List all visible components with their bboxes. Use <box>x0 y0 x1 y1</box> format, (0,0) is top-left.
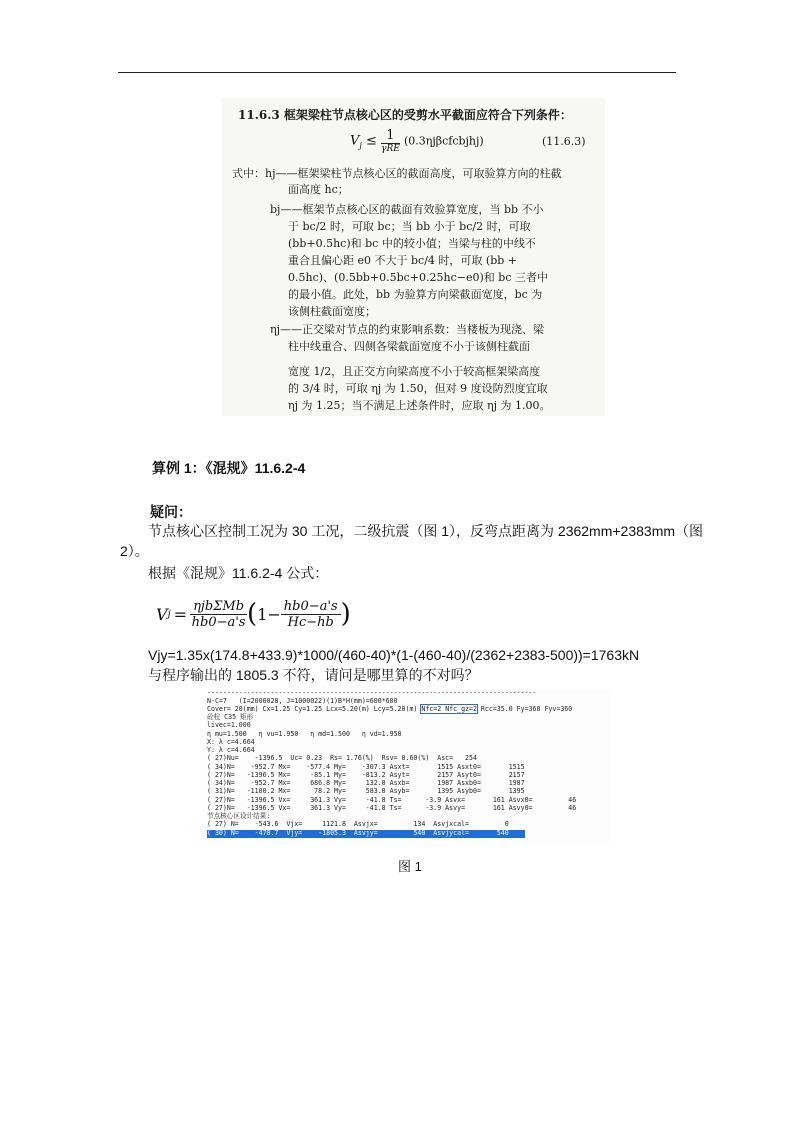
clause-line: 式中：hj——框架梁柱节点核心区的截面高度，可取验算方向的柱截 <box>232 167 562 180</box>
output-line: X: λ c=4.664 <box>207 738 255 746</box>
clause-line: bj——框架节点核心区的截面有效验算宽度，当 bb 不小 <box>270 203 544 216</box>
output-line: ( 27)Nu= -1396.5 Uc= 0.23 Rs= 1.76(%) Rsv= 0.60(%) Asc= 254 <box>207 754 477 762</box>
output-line: η mu=1.500 η vu=1.950 η md=1.500 η vd=1.950 <box>207 730 402 738</box>
output-line: livec=1.000 <box>207 721 251 729</box>
clause-equation: $V_j$ ≤ $\frac{1}{\text{γRE}}$ (0.3ηjβcfcbjhj) <box>350 128 484 154</box>
clause-line: (bb+0.5hc)和 bc 中的较小值；当梁与柱的中线不 <box>288 237 536 250</box>
clause-line: 的最小值。此处，bb 为验算方向梁截面宽度，bc 为 <box>288 288 543 301</box>
output-line: N-C=7 (I=2000028, J=1000022)(1)B*H(mm)=600*600 <box>207 697 398 705</box>
output-line-highlighted: ( 30) N= -478.7 Vjy= -1805.3 Asvjy= 540 Asvjycal= 540 <box>207 830 525 838</box>
clause-line: 0.5hc)、(0.5bb+0.5bc+0.25hc−e0)和 bc 三者中 <box>288 271 548 284</box>
clause-line: 宽度 1/2，且正交方向梁高度不小于较高框架梁高度 <box>288 365 541 378</box>
output-line: ( 34)N= -952.7 Mx= -577.4 My= -307.3 Asxt= 1515 Asxt0= 1515 <box>207 763 525 771</box>
output-line: 节点核心区设计结果: <box>207 812 271 820</box>
clause-line: 于 bc/2 时，可取 bc；当 bb 小于 bc/2 时，可取 <box>288 220 531 233</box>
figure-caption: 图 1 <box>398 859 422 874</box>
joint-shear-formula: V j = ηjbΣMb hb0−a's ( 1− $\frac{hb0-a's}{Hc-hb}$ ) <box>156 598 351 630</box>
calculation-line: Vjy=1.35x(174.8+433.9)*1000/(460-40)*(1-(460-40)/(2362+2383-500))=1763kN <box>148 647 640 663</box>
output-line: Cover= 20(mm) Cx=1.25 Cy=1.25 Lcx=5.20(m) Lcy=5.20(m) Nfc=2 Nfc_gz=2 Rcc=35.0 Fy=360 Fyv=360 <box>207 705 573 713</box>
equation-number: (11.6.3) <box>542 135 586 148</box>
paragraph-3: 与程序输出的 1805.3 不符，请问是哪里算的不对吗？ <box>148 667 479 683</box>
example-heading: 算例 1：《混规》11.6.2-4 <box>152 460 306 476</box>
output-line: ( 27) N= -543.6 Vjx= 1121.8 Asvjx= 134 Asvjxcal= 0 <box>207 820 509 828</box>
output-line: ( 34)N= -952.7 Mx= 686.8 My= 132.0 Asxb= 1987 Asxb0= 1987 <box>207 779 525 787</box>
clause-line: 该侧柱截面宽度； <box>288 305 376 318</box>
paragraph-1-continued: 2）。 <box>120 543 149 559</box>
header-rule <box>118 72 676 73</box>
nfc-highlight-box: Nfc=2 Nfc_gz=2 <box>421 705 477 713</box>
clause-line: 柱中线重合、四侧各梁截面宽度不小于该侧柱截面 <box>288 340 530 353</box>
clause-line: ηj——正交梁对节点的约束影响系数：当楼板为现浇、梁 <box>270 323 544 336</box>
program-output <box>207 690 611 845</box>
output-line: 砼柱 C35 矩形 <box>207 713 254 721</box>
output-line: Y: λ c=4.664 <box>207 746 255 754</box>
question-label: 疑问： <box>150 504 192 520</box>
clause-line: 的 3/4 时，可取 ηj 为 1.50，但对 9 度设防烈度宜取 <box>288 382 548 395</box>
paragraph-2: 根据《混规》11.6.2-4 公式： <box>148 565 329 581</box>
clause-line: ηj 为 1.25；当不满足上述条件时，应取 ηj 为 1.00。 <box>288 399 551 412</box>
output-line: ( 27)N= -1396.5 Vx= 361.3 Vy= -41.8 Ts= -3.9 Asvx= 161 Asvx0= 46 <box>207 796 577 804</box>
clause-line: 面高度 hc； <box>288 183 349 196</box>
output-line: ( 27)N= -1396.5 Mx= -85.1 My= -813.2 Asyt= 2157 Asyt0= 2157 <box>207 771 525 779</box>
clause-line: 重合且偏心距 e0 不大于 bc/4 时，可取 (bb + <box>288 254 517 267</box>
paragraph-1: 节点核心区控制工况为 30 工况，二级抗震（图 1），反弯点距离为 2362mm+2383mm（图 <box>148 523 704 539</box>
output-line: ( 31)N= -1100.2 Mx= 78.2 My= 583.0 Asyb= 1395 Asyb0= 1395 <box>207 787 525 795</box>
code-clause-scan <box>222 98 605 416</box>
output-line: ( 27)N= -1396.5 Vx= 361.3 Vy= -41.8 Ts= -3.9 Asvy= 161 Asvy0= 46 <box>207 804 577 812</box>
output-line: ----------------------------------------------------------------------------------- <box>207 689 537 697</box>
clause-heading: 11.6.3 框架梁柱节点核心区的受剪水平截面应符合下列条件： <box>238 108 572 122</box>
